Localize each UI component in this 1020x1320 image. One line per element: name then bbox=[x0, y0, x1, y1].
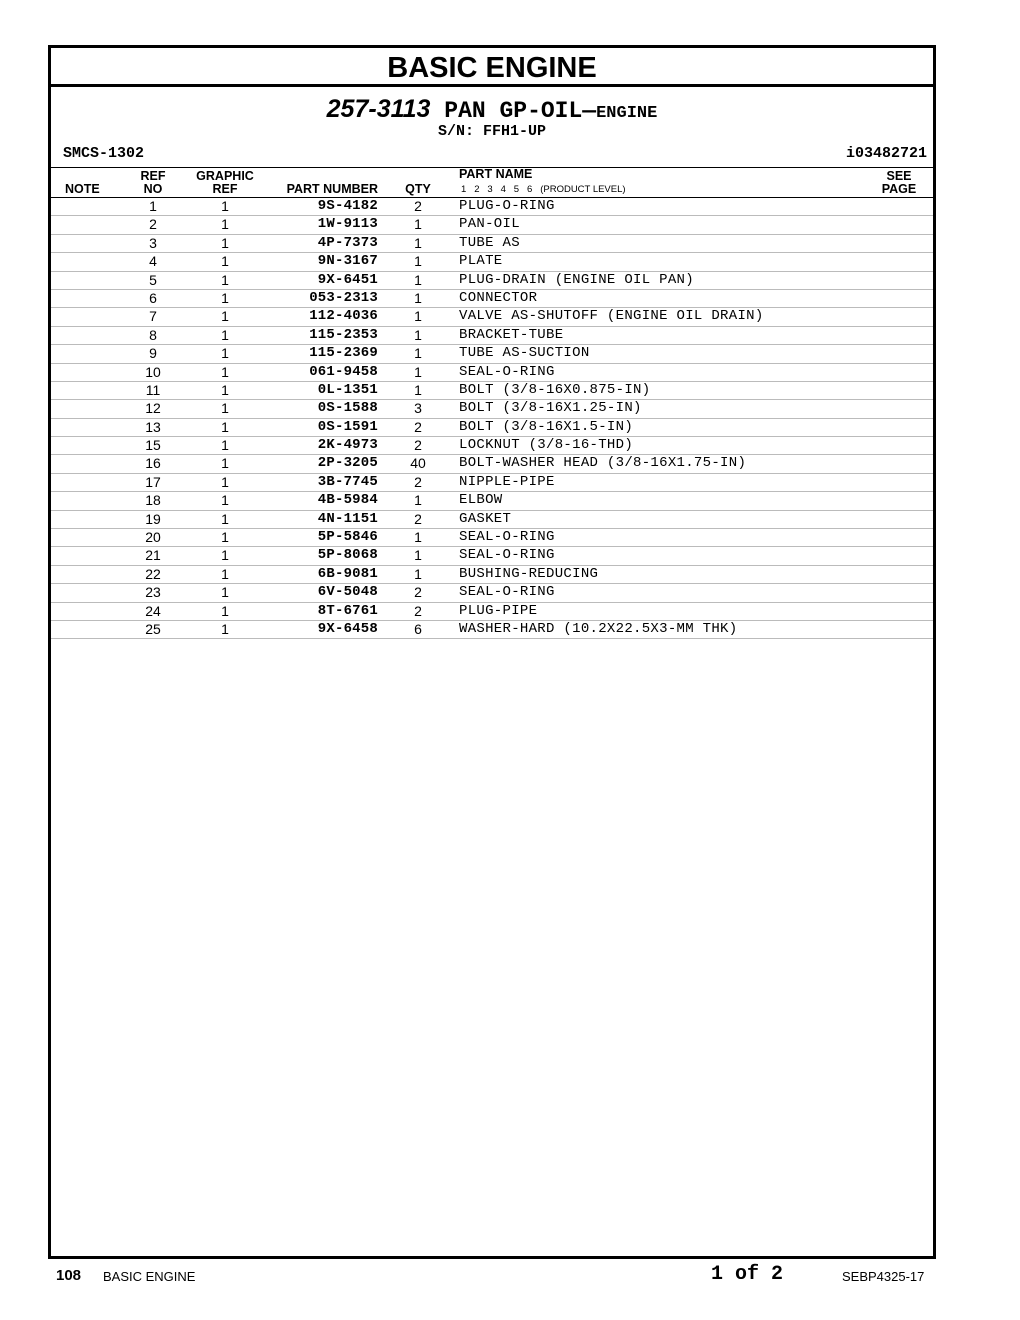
quantity: 1 bbox=[414, 345, 422, 362]
quantity: 1 bbox=[414, 381, 422, 398]
graphic-ref: 1 bbox=[221, 308, 229, 325]
part-number: 2P-3205 bbox=[317, 455, 378, 472]
ref-no: 21 bbox=[145, 547, 161, 564]
ref-no: 9 bbox=[149, 345, 157, 362]
ref-no: 6 bbox=[149, 289, 157, 306]
part-name: SEAL-O-RING bbox=[459, 547, 555, 564]
ref-no: 19 bbox=[145, 510, 161, 527]
ref-no: 25 bbox=[145, 620, 161, 637]
ref-no: 17 bbox=[145, 473, 161, 490]
ref-no: 8 bbox=[149, 326, 157, 343]
quantity: 1 bbox=[414, 234, 422, 251]
table-row bbox=[51, 529, 933, 547]
quantity: 1 bbox=[414, 308, 422, 325]
part-name: BUSHING-REDUCING bbox=[459, 565, 599, 582]
group-dash: — bbox=[582, 98, 597, 124]
quantity: 2 bbox=[414, 473, 422, 490]
id-row bbox=[51, 143, 933, 165]
graphic-ref: 1 bbox=[221, 602, 229, 619]
ref-no: 18 bbox=[145, 492, 161, 509]
quantity: 1 bbox=[414, 492, 422, 509]
graphic-ref: 1 bbox=[221, 363, 229, 380]
part-number: 5P-8068 bbox=[317, 547, 378, 564]
ref-no: 10 bbox=[145, 363, 161, 380]
part-name: SEAL-O-RING bbox=[459, 363, 555, 380]
table-row bbox=[51, 400, 933, 418]
ref-no: 1 bbox=[149, 198, 157, 214]
quantity: 6 bbox=[414, 620, 422, 637]
part-number: 6V-5048 bbox=[317, 584, 378, 601]
ref-no: 13 bbox=[145, 418, 161, 435]
footer-sheet: 1 of 2 bbox=[711, 1263, 784, 1286]
header-note: NOTE bbox=[65, 182, 100, 196]
part-name: PLUG-DRAIN (ENGINE OIL PAN) bbox=[459, 271, 694, 288]
table-row bbox=[51, 566, 933, 584]
part-number: 0S-1591 bbox=[317, 418, 378, 435]
ref-no: 11 bbox=[145, 381, 161, 398]
graphic-ref: 1 bbox=[221, 492, 229, 509]
table-row bbox=[51, 235, 933, 253]
graphic-ref: 1 bbox=[221, 253, 229, 270]
graphic-ref: 1 bbox=[221, 345, 229, 362]
header-see-bottom: PAGE bbox=[881, 182, 917, 196]
table-row bbox=[51, 437, 933, 455]
graphic-ref: 1 bbox=[221, 547, 229, 564]
part-number: 9X-6458 bbox=[317, 620, 378, 637]
graphic-ref: 1 bbox=[221, 510, 229, 527]
part-name: BOLT-WASHER HEAD (3/8-16X1.75-IN) bbox=[459, 455, 747, 472]
graphic-ref: 1 bbox=[221, 473, 229, 490]
part-name: VALVE AS-SHUTOFF (ENGINE OIL DRAIN) bbox=[459, 308, 764, 325]
header-product-level: 1 2 3 4 5 6 (PRODUCT LEVEL) bbox=[461, 184, 626, 195]
quantity: 2 bbox=[414, 510, 422, 527]
graphic-ref: 1 bbox=[221, 437, 229, 454]
part-name: PLUG-PIPE bbox=[459, 602, 538, 619]
graphic-ref: 1 bbox=[221, 418, 229, 435]
ref-no: 24 bbox=[145, 602, 161, 619]
ref-no: 5 bbox=[149, 271, 157, 288]
page-footer bbox=[0, 1262, 1020, 1292]
part-name: BOLT (3/8-16X1.25-IN) bbox=[459, 400, 642, 417]
part-number: 053-2313 bbox=[309, 289, 378, 306]
table-row bbox=[51, 253, 933, 271]
header-graphic-top: GRAPHIC bbox=[196, 169, 254, 183]
part-number: 4N-1151 bbox=[317, 510, 378, 527]
quantity: 1 bbox=[414, 253, 422, 270]
table-row bbox=[51, 327, 933, 345]
table-row bbox=[51, 364, 933, 382]
table-row bbox=[51, 216, 933, 234]
graphic-ref: 1 bbox=[221, 326, 229, 343]
quantity: 2 bbox=[414, 437, 422, 454]
part-name: LOCKNUT (3/8-16-THD) bbox=[459, 437, 634, 454]
header-see-top: SEE bbox=[886, 169, 912, 183]
ref-no: 15 bbox=[145, 437, 161, 454]
part-number: 9N-3167 bbox=[317, 253, 378, 270]
part-number: 4P-7373 bbox=[317, 234, 378, 251]
quantity: 3 bbox=[414, 400, 422, 417]
part-number: 112-4036 bbox=[309, 308, 378, 325]
quantity: 2 bbox=[414, 198, 422, 214]
table-row bbox=[51, 621, 933, 639]
graphic-ref: 1 bbox=[221, 198, 229, 214]
footer-page-number: 108 bbox=[56, 1267, 82, 1284]
quantity: 1 bbox=[414, 326, 422, 343]
part-name: PLUG-O-RING bbox=[459, 198, 555, 214]
footer-section: BASIC ENGINE bbox=[103, 1269, 196, 1284]
table-row bbox=[51, 511, 933, 529]
table-row bbox=[51, 382, 933, 400]
part-name: CONNECTOR bbox=[459, 289, 538, 306]
ref-no: 3 bbox=[149, 234, 157, 251]
quantity: 1 bbox=[414, 271, 422, 288]
group-number: 257-3113 bbox=[326, 95, 431, 123]
graphic-ref: 1 bbox=[221, 216, 229, 233]
ref-no: 7 bbox=[149, 308, 157, 325]
part-number: 9S-4182 bbox=[317, 198, 378, 214]
header-qty: QTY bbox=[405, 182, 431, 196]
ref-no: 12 bbox=[145, 400, 161, 417]
table-header bbox=[51, 167, 933, 198]
table-row bbox=[51, 492, 933, 510]
ref-no: 20 bbox=[145, 529, 161, 546]
graphic-ref: 1 bbox=[221, 234, 229, 251]
table-row bbox=[51, 345, 933, 363]
quantity: 2 bbox=[414, 602, 422, 619]
part-name: BRACKET-TUBE bbox=[459, 326, 564, 343]
part-number: 4B-5984 bbox=[317, 492, 378, 509]
part-name: GASKET bbox=[459, 510, 512, 527]
part-name: SEAL-O-RING bbox=[459, 529, 555, 546]
ref-no: 16 bbox=[145, 455, 161, 472]
graphic-ref: 1 bbox=[221, 565, 229, 582]
part-name: PLATE bbox=[459, 253, 503, 270]
header-ref-bottom: NO bbox=[143, 182, 163, 196]
ref-no: 2 bbox=[149, 216, 157, 233]
part-number: 8T-6761 bbox=[317, 602, 378, 619]
parts-page-frame bbox=[48, 45, 936, 1259]
part-name: PAN-OIL bbox=[459, 216, 520, 233]
graphic-ref: 1 bbox=[221, 620, 229, 637]
table-row bbox=[51, 272, 933, 290]
illustration-id: i03482721 bbox=[845, 145, 927, 162]
table-row bbox=[51, 547, 933, 565]
part-name: ELBOW bbox=[459, 492, 503, 509]
table-row bbox=[51, 603, 933, 621]
serial-range: S/N: FFH1-UP bbox=[437, 123, 547, 140]
quantity: 1 bbox=[414, 547, 422, 564]
quantity: 1 bbox=[414, 216, 422, 233]
graphic-ref: 1 bbox=[221, 584, 229, 601]
table-row bbox=[51, 198, 933, 216]
part-name: NIPPLE-PIPE bbox=[459, 473, 555, 490]
header-part-number: PART NUMBER bbox=[286, 182, 378, 196]
part-name: TUBE AS bbox=[459, 234, 520, 251]
part-name: BOLT (3/8-16X0.875-IN) bbox=[459, 381, 651, 398]
table-row bbox=[51, 455, 933, 473]
ref-no: 23 bbox=[145, 584, 161, 601]
graphic-ref: 1 bbox=[221, 455, 229, 472]
part-number: 0L-1351 bbox=[317, 381, 378, 398]
section-title: BASIC ENGINE bbox=[51, 48, 933, 87]
graphic-ref: 1 bbox=[221, 289, 229, 306]
part-number: 115-2353 bbox=[309, 326, 378, 343]
group-name: PAN GP-OIL bbox=[444, 98, 583, 124]
header-ref-top: REF bbox=[140, 169, 166, 183]
part-number: 061-9458 bbox=[309, 363, 378, 380]
table-row bbox=[51, 290, 933, 308]
quantity: 1 bbox=[414, 565, 422, 582]
table-row bbox=[51, 474, 933, 492]
table-row bbox=[51, 308, 933, 326]
quantity: 2 bbox=[414, 584, 422, 601]
quantity: 1 bbox=[414, 529, 422, 546]
parts-list bbox=[51, 198, 933, 639]
graphic-ref: 1 bbox=[221, 400, 229, 417]
part-name: WASHER-HARD (10.2X22.5X3-MM THK) bbox=[459, 620, 738, 637]
part-number: 115-2369 bbox=[309, 345, 378, 362]
ref-no: 22 bbox=[145, 565, 161, 582]
group-suffix: ENGINE bbox=[596, 104, 658, 123]
quantity: 1 bbox=[414, 289, 422, 306]
part-name: TUBE AS-SUCTION bbox=[459, 345, 590, 362]
part-number: 9X-6451 bbox=[317, 271, 378, 288]
table-row bbox=[51, 584, 933, 602]
ref-no: 4 bbox=[149, 253, 157, 270]
part-number: 2K-4973 bbox=[317, 437, 378, 454]
part-number: 6B-9081 bbox=[317, 565, 378, 582]
quantity: 40 bbox=[410, 455, 426, 472]
part-name: BOLT (3/8-16X1.5-IN) bbox=[459, 418, 634, 435]
quantity: 2 bbox=[414, 418, 422, 435]
part-number: 1W-9113 bbox=[317, 216, 378, 233]
part-number: 0S-1588 bbox=[317, 400, 378, 417]
footer-doc-number: SEBP4325-17 bbox=[842, 1269, 925, 1284]
part-number: 3B-7745 bbox=[317, 473, 378, 490]
part-name: SEAL-O-RING bbox=[459, 584, 555, 601]
header-part-name: PART NAME bbox=[459, 167, 533, 181]
quantity: 1 bbox=[414, 363, 422, 380]
graphic-ref: 1 bbox=[221, 381, 229, 398]
part-number: 5P-5846 bbox=[317, 529, 378, 546]
graphic-ref: 1 bbox=[221, 529, 229, 546]
table-row bbox=[51, 419, 933, 437]
group-title bbox=[51, 95, 933, 123]
smcs-code: SMCS-1302 bbox=[63, 145, 145, 162]
graphic-ref: 1 bbox=[221, 271, 229, 288]
header-graphic-bottom: REF bbox=[212, 182, 238, 196]
